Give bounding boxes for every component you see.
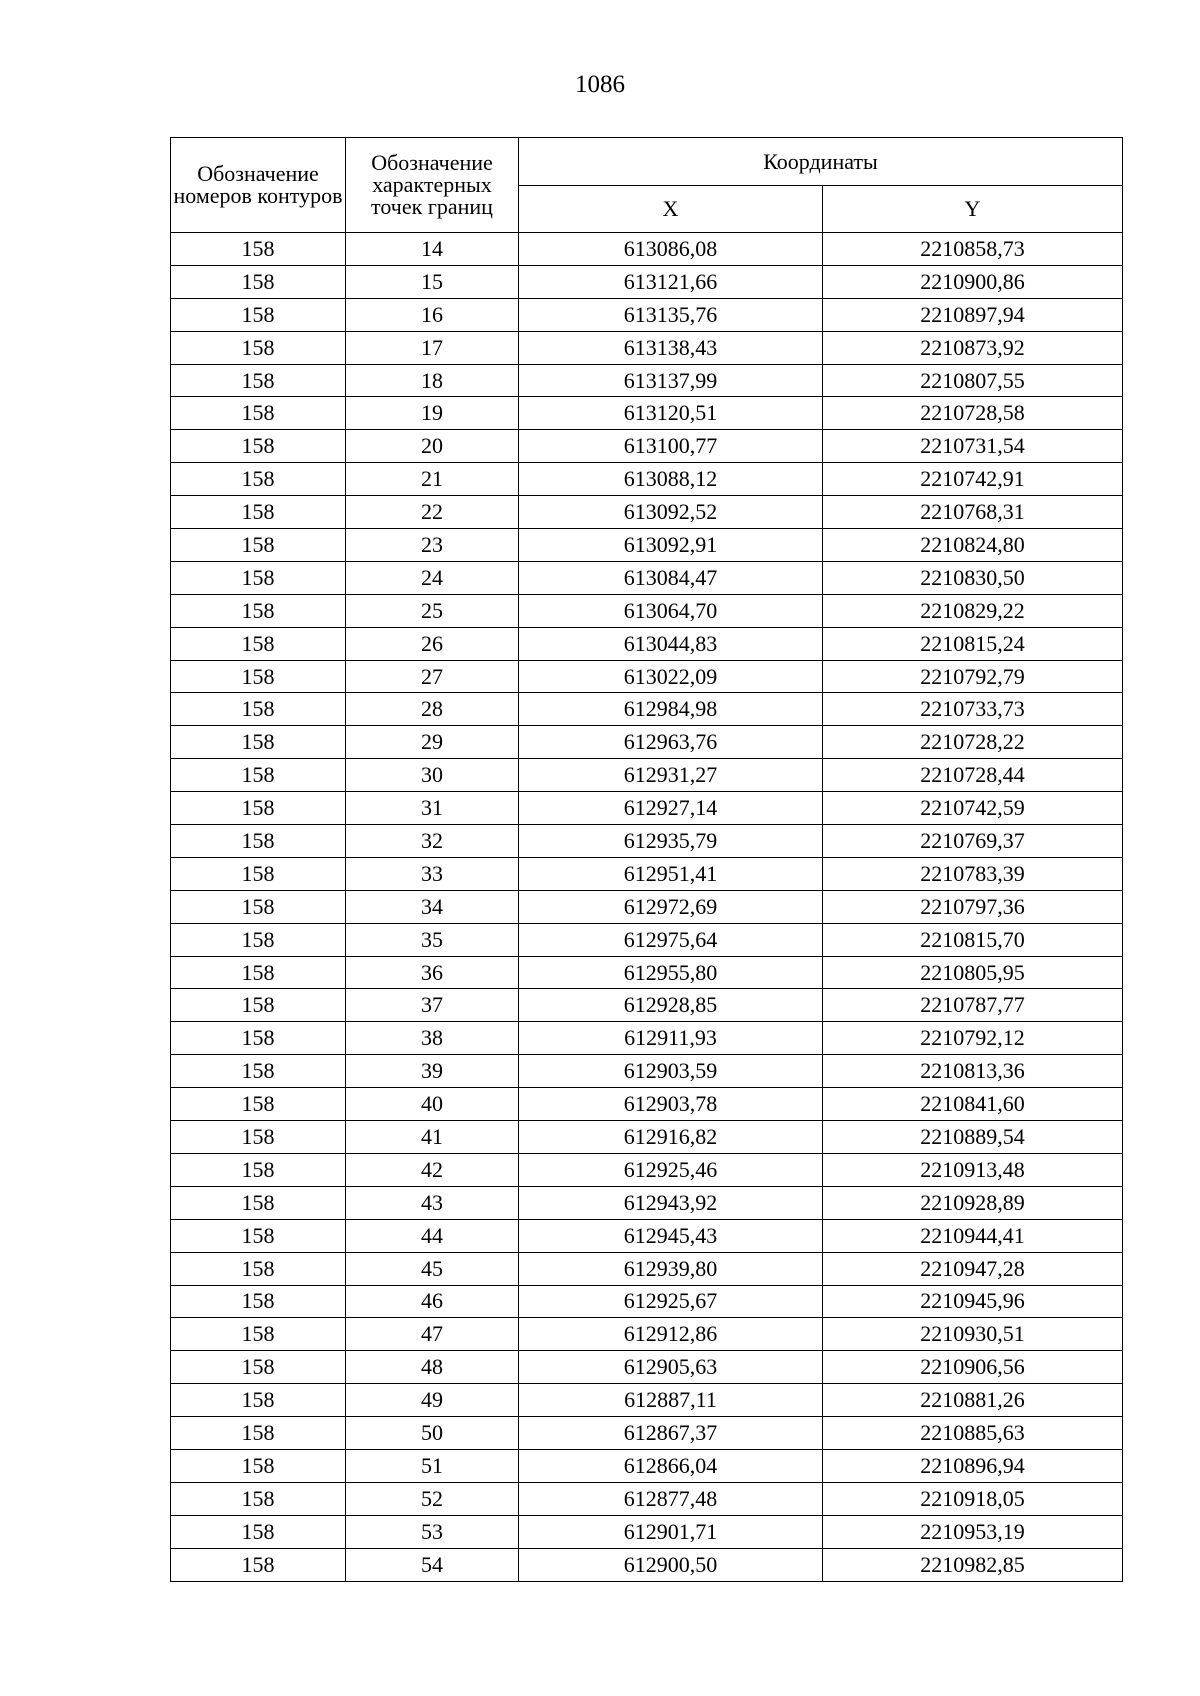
contour-number-cell: 158: [171, 890, 346, 923]
x-coordinate-cell: 612972,69: [519, 890, 823, 923]
table-row: [171, 1055, 1123, 1088]
point-number-cell: 25: [346, 594, 519, 627]
table-row: [171, 1121, 1123, 1154]
x-coordinate-cell: 612935,79: [519, 825, 823, 858]
table-row: [171, 1219, 1123, 1252]
contour-number-cell: 158: [171, 1482, 346, 1515]
point-number-cell: 23: [346, 529, 519, 562]
x-coordinate-cell: 613088,12: [519, 463, 823, 496]
point-number-cell: 19: [346, 397, 519, 430]
y-coordinate-cell: 2210742,59: [823, 792, 1123, 825]
x-coordinate-cell: 612866,04: [519, 1449, 823, 1482]
table-row: [171, 1022, 1123, 1055]
y-coordinate-cell: 2210768,31: [823, 496, 1123, 529]
contour-number-cell: 158: [171, 1055, 346, 1088]
point-number-cell: 28: [346, 693, 519, 726]
contour-number-cell: 158: [171, 1548, 346, 1581]
contour-number-cell: 158: [171, 857, 346, 890]
y-coordinate-cell: 2210873,92: [823, 331, 1123, 364]
point-number-cell: 54: [346, 1548, 519, 1581]
header-row-top: [171, 138, 1123, 186]
contour-number-cell: 158: [171, 594, 346, 627]
y-coordinate-cell: 2210858,73: [823, 233, 1123, 266]
x-coordinate-cell: 612945,43: [519, 1219, 823, 1252]
point-number-cell: 38: [346, 1022, 519, 1055]
point-number-cell: 21: [346, 463, 519, 496]
table-row: [171, 430, 1123, 463]
x-coordinate-cell: 613092,52: [519, 496, 823, 529]
contour-number-cell: 158: [171, 1449, 346, 1482]
table-row: [171, 1186, 1123, 1219]
contour-number-cell: 158: [171, 1219, 346, 1252]
y-coordinate-cell: 2210897,94: [823, 298, 1123, 331]
point-number-cell: 39: [346, 1055, 519, 1088]
contour-number-cell: 158: [171, 265, 346, 298]
contour-number-cell: 158: [171, 627, 346, 660]
y-coordinate-cell: 2210815,70: [823, 923, 1123, 956]
y-coordinate-cell: 2210889,54: [823, 1121, 1123, 1154]
x-coordinate-cell: 613044,83: [519, 627, 823, 660]
contour-number-cell: 158: [171, 759, 346, 792]
y-coordinate-cell: 2210830,50: [823, 561, 1123, 594]
point-number-cell: 40: [346, 1088, 519, 1121]
y-coordinate-cell: 2210947,28: [823, 1252, 1123, 1285]
x-coordinate-cell: 612925,46: [519, 1153, 823, 1186]
point-number-cell: 17: [346, 331, 519, 364]
contour-number-cell: 158: [171, 298, 346, 331]
x-coordinate-cell: 612939,80: [519, 1252, 823, 1285]
x-coordinate-cell: 612901,71: [519, 1515, 823, 1548]
y-coordinate-cell: 2210982,85: [823, 1548, 1123, 1581]
y-coordinate-cell: 2210813,36: [823, 1055, 1123, 1088]
table-row: [171, 1548, 1123, 1581]
y-coordinate-cell: 2210896,94: [823, 1449, 1123, 1482]
y-coordinate-cell: 2210792,79: [823, 660, 1123, 693]
x-coordinate-cell: 612903,59: [519, 1055, 823, 1088]
x-coordinate-cell: 612867,37: [519, 1417, 823, 1450]
point-number-cell: 41: [346, 1121, 519, 1154]
point-number-cell: 47: [346, 1318, 519, 1351]
page-number: 1086: [575, 71, 625, 98]
table-row: [171, 1088, 1123, 1121]
header-x: X: [519, 186, 823, 233]
x-coordinate-cell: 612963,76: [519, 726, 823, 759]
table-body: [171, 233, 1123, 1582]
point-number-cell: 27: [346, 660, 519, 693]
y-coordinate-cell: 2210913,48: [823, 1153, 1123, 1186]
x-coordinate-cell: 613121,66: [519, 265, 823, 298]
coordinates-table: [170, 137, 1123, 1582]
table-row: [171, 561, 1123, 594]
point-number-cell: 26: [346, 627, 519, 660]
point-number-cell: 29: [346, 726, 519, 759]
contour-number-cell: 158: [171, 1153, 346, 1186]
point-number-cell: 34: [346, 890, 519, 923]
point-number-cell: 51: [346, 1449, 519, 1482]
point-number-cell: 49: [346, 1384, 519, 1417]
contour-number-cell: 158: [171, 1121, 346, 1154]
contour-number-cell: 158: [171, 1318, 346, 1351]
x-coordinate-cell: 612911,93: [519, 1022, 823, 1055]
y-coordinate-cell: 2210805,95: [823, 956, 1123, 989]
table-row: [171, 1482, 1123, 1515]
y-coordinate-cell: 2210792,12: [823, 1022, 1123, 1055]
y-coordinate-cell: 2210728,58: [823, 397, 1123, 430]
contour-number-cell: 158: [171, 1417, 346, 1450]
y-coordinate-cell: 2210900,86: [823, 265, 1123, 298]
table-row: [171, 693, 1123, 726]
table-row: [171, 956, 1123, 989]
y-coordinate-cell: 2210797,36: [823, 890, 1123, 923]
table-row: [171, 1285, 1123, 1318]
table-row: [171, 1515, 1123, 1548]
header-coordinates: Координаты: [519, 138, 1123, 186]
point-number-cell: 42: [346, 1153, 519, 1186]
x-coordinate-cell: 613022,09: [519, 660, 823, 693]
contour-number-cell: 158: [171, 463, 346, 496]
contour-number-cell: 158: [171, 726, 346, 759]
point-number-cell: 24: [346, 561, 519, 594]
table-row: [171, 1252, 1123, 1285]
x-coordinate-cell: 612931,27: [519, 759, 823, 792]
contour-number-cell: 158: [171, 693, 346, 726]
y-coordinate-cell: 2210953,19: [823, 1515, 1123, 1548]
point-number-cell: 44: [346, 1219, 519, 1252]
y-coordinate-cell: 2210841,60: [823, 1088, 1123, 1121]
x-coordinate-cell: 613138,43: [519, 331, 823, 364]
y-coordinate-cell: 2210824,80: [823, 529, 1123, 562]
x-coordinate-cell: 612955,80: [519, 956, 823, 989]
table-row: [171, 1318, 1123, 1351]
y-coordinate-cell: 2210885,63: [823, 1417, 1123, 1450]
table-row: [171, 529, 1123, 562]
contour-number-cell: 158: [171, 1515, 346, 1548]
point-number-cell: 33: [346, 857, 519, 890]
y-coordinate-cell: 2210787,77: [823, 989, 1123, 1022]
table-row: [171, 298, 1123, 331]
x-coordinate-cell: 612912,86: [519, 1318, 823, 1351]
x-coordinate-cell: 613137,99: [519, 364, 823, 397]
point-number-cell: 18: [346, 364, 519, 397]
contour-number-cell: 158: [171, 1186, 346, 1219]
point-number-cell: 50: [346, 1417, 519, 1450]
x-coordinate-cell: 612984,98: [519, 693, 823, 726]
point-number-cell: 31: [346, 792, 519, 825]
table-row: [171, 1449, 1123, 1482]
table-row: [171, 627, 1123, 660]
contour-number-cell: 158: [171, 956, 346, 989]
y-coordinate-cell: 2210728,22: [823, 726, 1123, 759]
table-row: [171, 1153, 1123, 1186]
header-contour-numbers: Обозначение номеров контуров: [171, 138, 346, 233]
x-coordinate-cell: 613092,91: [519, 529, 823, 562]
x-coordinate-cell: 612951,41: [519, 857, 823, 890]
point-number-cell: 15: [346, 265, 519, 298]
y-coordinate-cell: 2210783,39: [823, 857, 1123, 890]
table-row: [171, 1351, 1123, 1384]
table-row: [171, 825, 1123, 858]
y-coordinate-cell: 2210918,05: [823, 1482, 1123, 1515]
x-coordinate-cell: 613120,51: [519, 397, 823, 430]
contour-number-cell: 158: [171, 1252, 346, 1285]
table-header: [171, 138, 1123, 233]
point-number-cell: 36: [346, 956, 519, 989]
point-number-cell: 52: [346, 1482, 519, 1515]
contour-number-cell: 158: [171, 561, 346, 594]
table-row: [171, 989, 1123, 1022]
contour-number-cell: 158: [171, 364, 346, 397]
y-coordinate-cell: 2210930,51: [823, 1318, 1123, 1351]
contour-number-cell: 158: [171, 331, 346, 364]
y-coordinate-cell: 2210733,73: [823, 693, 1123, 726]
x-coordinate-cell: 612887,11: [519, 1384, 823, 1417]
point-number-cell: 20: [346, 430, 519, 463]
point-number-cell: 16: [346, 298, 519, 331]
x-coordinate-cell: 612975,64: [519, 923, 823, 956]
x-coordinate-cell: 612943,92: [519, 1186, 823, 1219]
point-number-cell: 37: [346, 989, 519, 1022]
contour-number-cell: 158: [171, 1384, 346, 1417]
table-row: [171, 1384, 1123, 1417]
contour-number-cell: 158: [171, 496, 346, 529]
table-row: [171, 233, 1123, 266]
table-row: [171, 594, 1123, 627]
point-number-cell: 48: [346, 1351, 519, 1384]
y-coordinate-cell: 2210829,22: [823, 594, 1123, 627]
contour-number-cell: 158: [171, 989, 346, 1022]
table-row: [171, 496, 1123, 529]
point-number-cell: 32: [346, 825, 519, 858]
x-coordinate-cell: 612903,78: [519, 1088, 823, 1121]
table-row: [171, 265, 1123, 298]
contour-number-cell: 158: [171, 1285, 346, 1318]
table-row: [171, 759, 1123, 792]
x-coordinate-cell: 612905,63: [519, 1351, 823, 1384]
y-coordinate-cell: 2210728,44: [823, 759, 1123, 792]
point-number-cell: 35: [346, 923, 519, 956]
y-coordinate-cell: 2210815,24: [823, 627, 1123, 660]
x-coordinate-cell: 612900,50: [519, 1548, 823, 1581]
y-coordinate-cell: 2210881,26: [823, 1384, 1123, 1417]
contour-number-cell: 158: [171, 529, 346, 562]
header-boundary-points: Обозначение характерных точек границ: [346, 138, 519, 233]
point-number-cell: 43: [346, 1186, 519, 1219]
contour-number-cell: 158: [171, 1088, 346, 1121]
point-number-cell: 53: [346, 1515, 519, 1548]
table-row: [171, 857, 1123, 890]
table-row: [171, 792, 1123, 825]
contour-number-cell: 158: [171, 660, 346, 693]
contour-number-cell: 158: [171, 430, 346, 463]
y-coordinate-cell: 2210906,56: [823, 1351, 1123, 1384]
point-number-cell: 14: [346, 233, 519, 266]
y-coordinate-cell: 2210731,54: [823, 430, 1123, 463]
y-coordinate-cell: 2210742,91: [823, 463, 1123, 496]
x-coordinate-cell: 612877,48: [519, 1482, 823, 1515]
x-coordinate-cell: 612928,85: [519, 989, 823, 1022]
point-number-cell: 30: [346, 759, 519, 792]
y-coordinate-cell: 2210944,41: [823, 1219, 1123, 1252]
y-coordinate-cell: 2210807,55: [823, 364, 1123, 397]
table-row: [171, 726, 1123, 759]
contour-number-cell: 158: [171, 825, 346, 858]
header-y: Y: [823, 186, 1123, 233]
y-coordinate-cell: 2210769,37: [823, 825, 1123, 858]
point-number-cell: 45: [346, 1252, 519, 1285]
contour-number-cell: 158: [171, 1022, 346, 1055]
table-row: [171, 890, 1123, 923]
table-row: [171, 660, 1123, 693]
y-coordinate-cell: 2210928,89: [823, 1186, 1123, 1219]
table-row: [171, 1417, 1123, 1450]
x-coordinate-cell: 612916,82: [519, 1121, 823, 1154]
contour-number-cell: 158: [171, 792, 346, 825]
x-coordinate-cell: 613084,47: [519, 561, 823, 594]
table-row: [171, 364, 1123, 397]
x-coordinate-cell: 613086,08: [519, 233, 823, 266]
contour-number-cell: 158: [171, 397, 346, 430]
table-row: [171, 923, 1123, 956]
point-number-cell: 22: [346, 496, 519, 529]
table-row: [171, 463, 1123, 496]
table-row: [171, 331, 1123, 364]
contour-number-cell: 158: [171, 233, 346, 266]
y-coordinate-cell: 2210945,96: [823, 1285, 1123, 1318]
x-coordinate-cell: 612927,14: [519, 792, 823, 825]
x-coordinate-cell: 613100,77: [519, 430, 823, 463]
x-coordinate-cell: 613064,70: [519, 594, 823, 627]
x-coordinate-cell: 612925,67: [519, 1285, 823, 1318]
contour-number-cell: 158: [171, 1351, 346, 1384]
point-number-cell: 46: [346, 1285, 519, 1318]
table-row: [171, 397, 1123, 430]
x-coordinate-cell: 613135,76: [519, 298, 823, 331]
contour-number-cell: 158: [171, 923, 346, 956]
